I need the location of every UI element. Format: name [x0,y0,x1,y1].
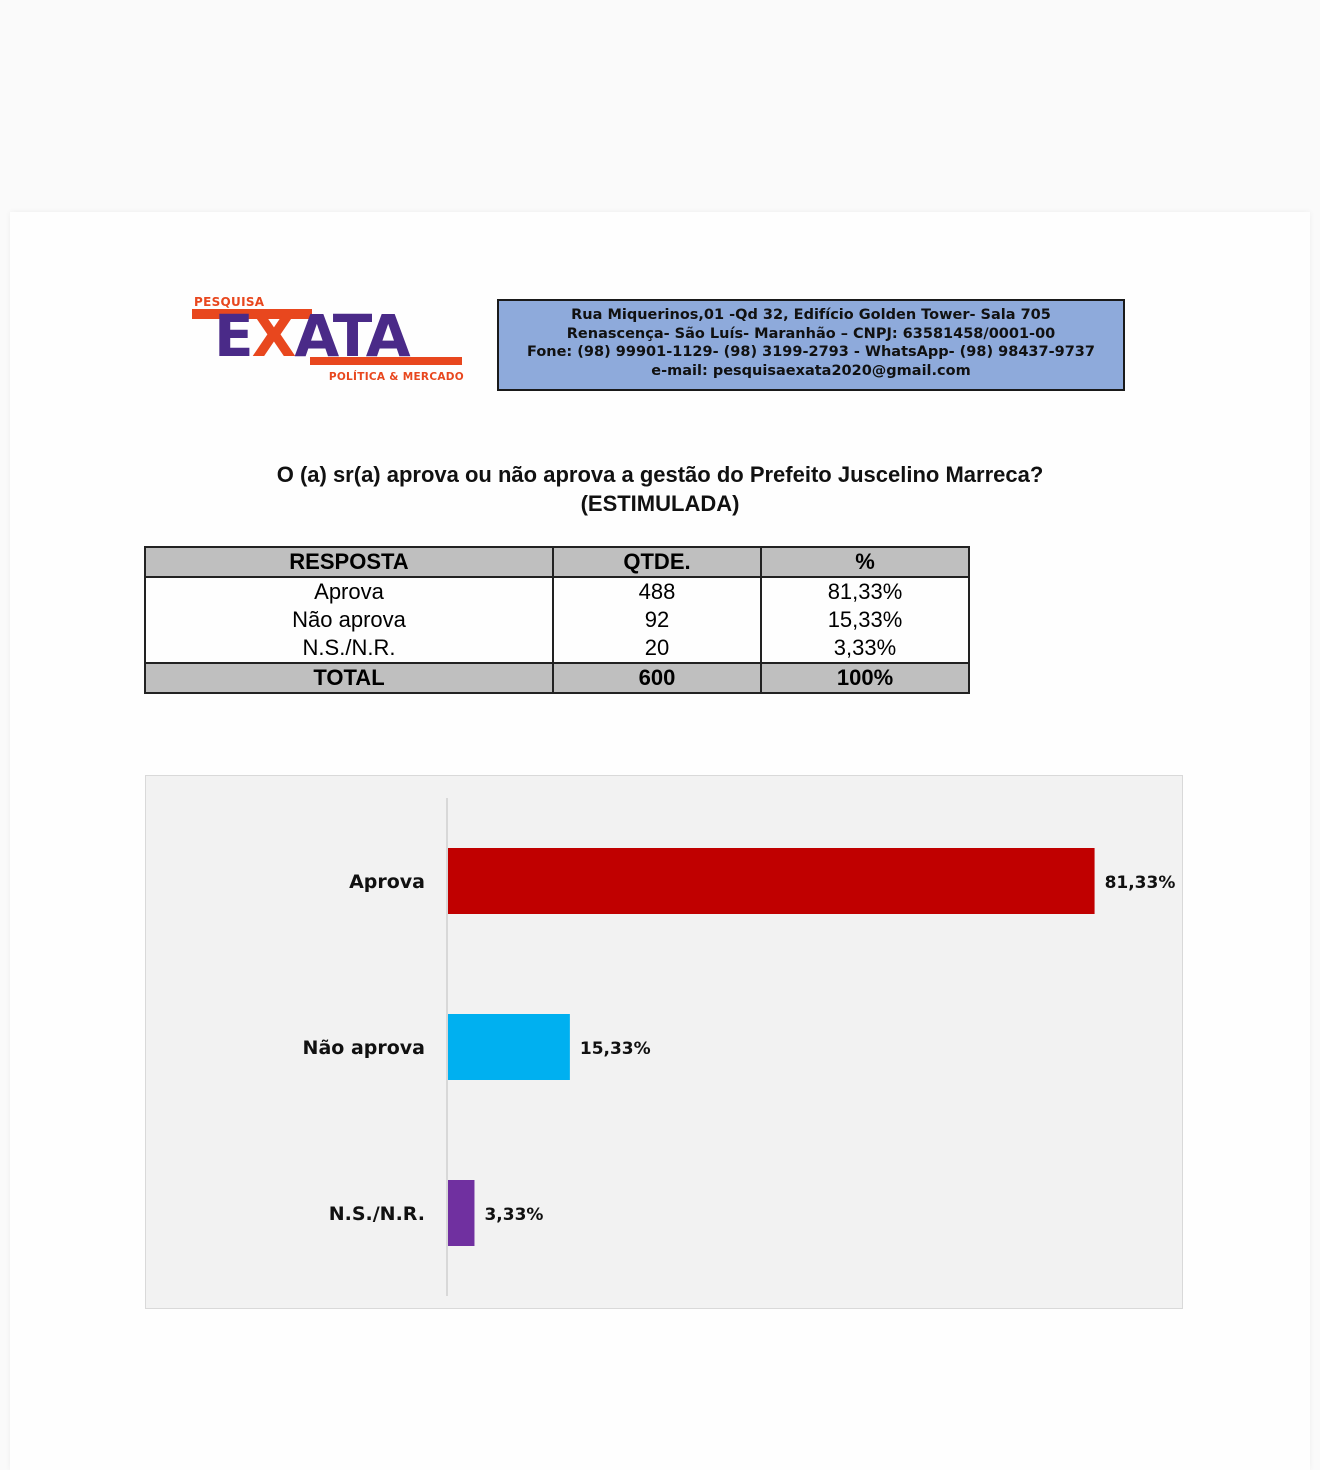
address-line: Rua Miquerinos,01 -Qd 32, Edifício Golden Tower- Sala 705 [571,307,1051,323]
address-line: e-mail: pesquisaexata2020@gmail.com [651,362,971,379]
table-header-row [145,547,969,577]
cell-qtde: 488 [553,577,761,606]
table-row [145,634,969,663]
cell-qtde: 20 [553,634,761,663]
question-text: O (a) sr(a) aprova ou não aprova a gestão do Prefeito Juscelino Marreca? [276,462,1044,487]
question-title [140,460,1180,518]
total-qtde: 600 [553,663,761,693]
logo-letter-e: E [214,302,252,370]
logo-top-text: PESQUISA [194,295,265,309]
question-type: (ESTIMULADA) [580,491,740,516]
bar-chart-svg [146,776,1182,1308]
table-total-row [145,663,969,693]
header-percent: % [761,547,969,577]
category-label: N.S./N.R. [328,1203,425,1225]
header-qtde: QTDE. [553,547,761,577]
bar-0 [448,848,1095,914]
total-label: TOTAL [145,663,553,693]
address-box [497,299,1125,391]
category-label: Aprova [349,871,425,893]
logo-bottom-text: POLÍTICA & MERCADO [328,371,464,383]
address-line: Renascença- São Luís- Maranhão – CNPJ: 63581458/0001-00 [566,325,1056,342]
table-row [145,577,969,606]
results-table [144,546,970,694]
cell-resposta: Aprova [145,577,553,606]
cell-percent: 3,33% [761,634,969,663]
cell-percent: 81,33% [761,577,969,606]
cell-percent: 15,33% [761,606,969,634]
logo-letters-ata: ATA [294,302,409,370]
address-line: Fone: (98) 99901-1129- (98) 3199-2793 - WhatsApp- (98) 98437-9737 [527,344,1095,360]
bar-chart [145,775,1183,1309]
data-label: 81,33% [1104,873,1176,893]
logo-letter-x: X [251,302,295,370]
cell-resposta: N.S./N.R. [145,634,553,663]
category-label: Não aprova [302,1037,425,1059]
table-row [145,606,969,634]
logo-wordmark [214,302,409,370]
header-resposta: RESPOSTA [145,547,553,577]
pesquisa-exata-logo [192,295,467,387]
data-label: 3,33% [484,1205,544,1225]
cell-qtde: 92 [553,606,761,634]
cell-resposta: Não aprova [145,606,553,634]
total-percent: 100% [761,663,969,693]
bar-2 [448,1180,474,1246]
data-label: 15,33% [579,1039,651,1059]
bar-1 [448,1014,570,1080]
